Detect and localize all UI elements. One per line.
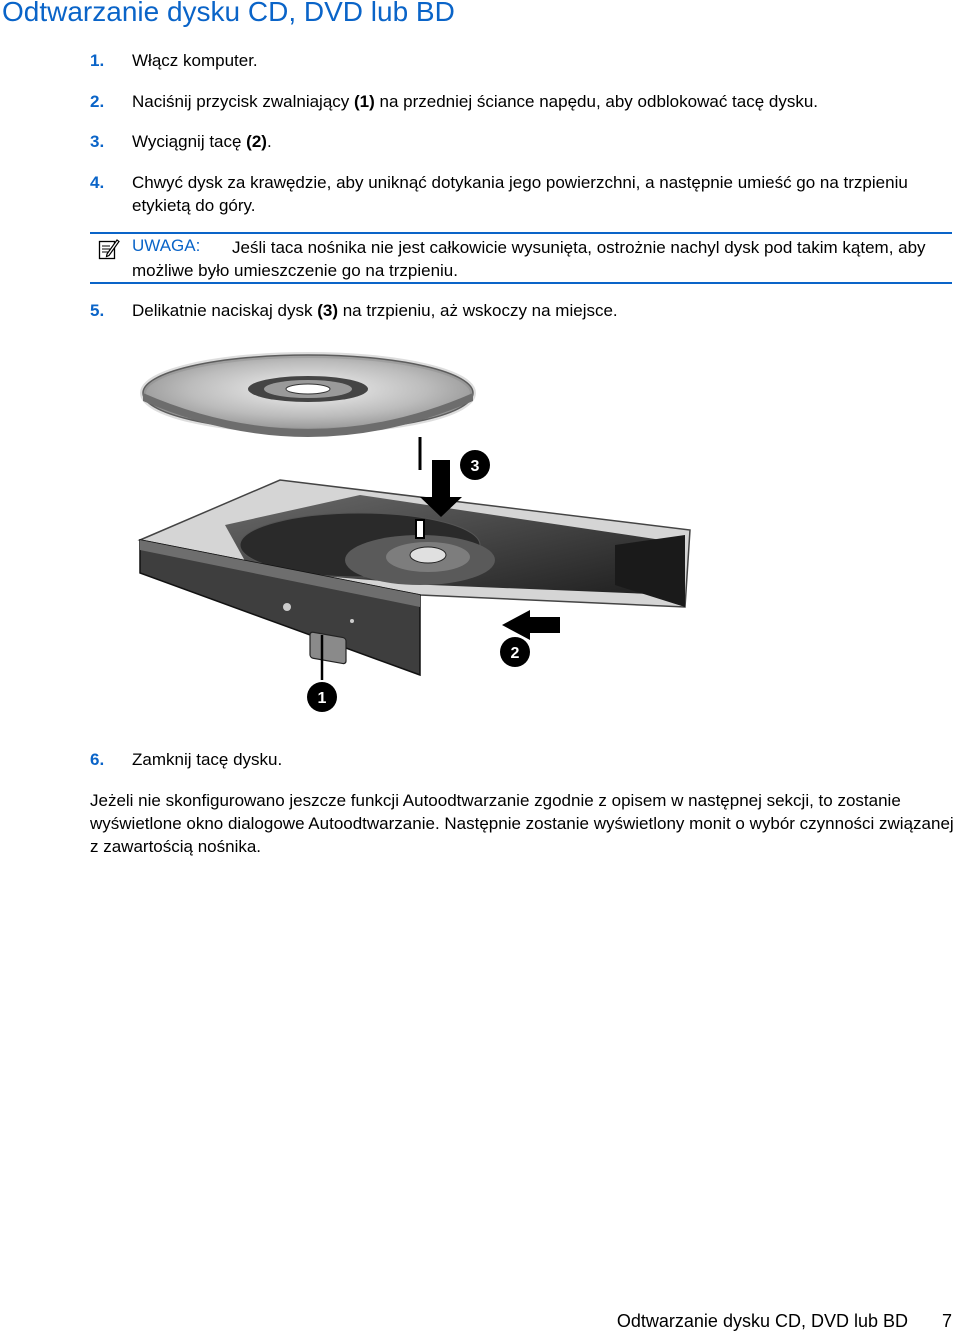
note-label: UWAGA:: [132, 236, 201, 255]
callout-ref: (1): [354, 92, 375, 111]
step-text: Naciśnij przycisk zwalniający (1) na przedniej ściance napędu, aby odblokować tacę dysku.: [132, 92, 819, 111]
callout-ref: (2): [246, 132, 267, 151]
svg-text:2: 2: [510, 645, 520, 662]
callout-2: [500, 637, 530, 667]
step-number: 4.: [90, 173, 105, 192]
autoplay-paragraph: Jeżeli nie skonfigurowano jeszcze funkcji Autoodtwarzanie zgodnie z opisem w następnej sekcji, to zostanie wyświetlone okno dialogowe Autoodtwarzanie. Następnie zostanie wyświetlony monit o wybór czynności związanej z zawartością nośnika.: [90, 791, 954, 856]
footer-title: Odtwarzanie dysku CD, DVD lub BD: [616, 1311, 908, 1331]
step-4: [90, 171, 950, 217]
page-number: 7: [941, 1311, 952, 1331]
callout-1: [307, 682, 337, 712]
step-number: 2.: [90, 92, 105, 111]
step-number: 5.: [90, 301, 105, 320]
disc: [143, 355, 473, 437]
callout-3: [460, 450, 490, 480]
note-text: Jeśli taca nośnika nie jest całkowicie wysunięta, ostrożnie nachyl dysk pod takim kątem, aby możliwe było umieszczenie go na trzpieniu.: [132, 238, 926, 280]
step-text: Włącz komputer.: [132, 51, 258, 70]
step-6: [90, 748, 950, 771]
callout-ref: (3): [317, 301, 338, 320]
drive-illustration: [130, 345, 695, 725]
note-box: [90, 232, 952, 284]
step-5: [90, 299, 950, 322]
step-2: [90, 90, 950, 113]
step-number: 3.: [90, 132, 105, 151]
step-text: Zamknij tacę dysku.: [132, 750, 283, 769]
step-text: Chwyć dysk za krawędzie, aby uniknąć dotykania jego powierzchni, a następnie umieść go na trzpieniu etykietą do góry.: [132, 173, 908, 215]
svg-text:3: 3: [470, 458, 480, 475]
step-text: Delikatnie naciskaj dysk (3) na trzpieniu, aż wskoczy na miejsce.: [132, 301, 618, 320]
step-number: 1.: [90, 51, 105, 70]
drive-tray: [140, 480, 690, 675]
page-title: Odtwarzanie dysku CD, DVD lub BD: [2, 0, 455, 27]
step-1: [90, 49, 950, 72]
note-pencil-icon: [98, 238, 120, 260]
step-text: Wyciągnij tacę (2).: [132, 132, 272, 151]
svg-text:1: 1: [317, 690, 327, 707]
pull-out-arrow: [502, 610, 560, 640]
step-number: 6.: [90, 750, 105, 769]
step-3: [90, 130, 950, 153]
